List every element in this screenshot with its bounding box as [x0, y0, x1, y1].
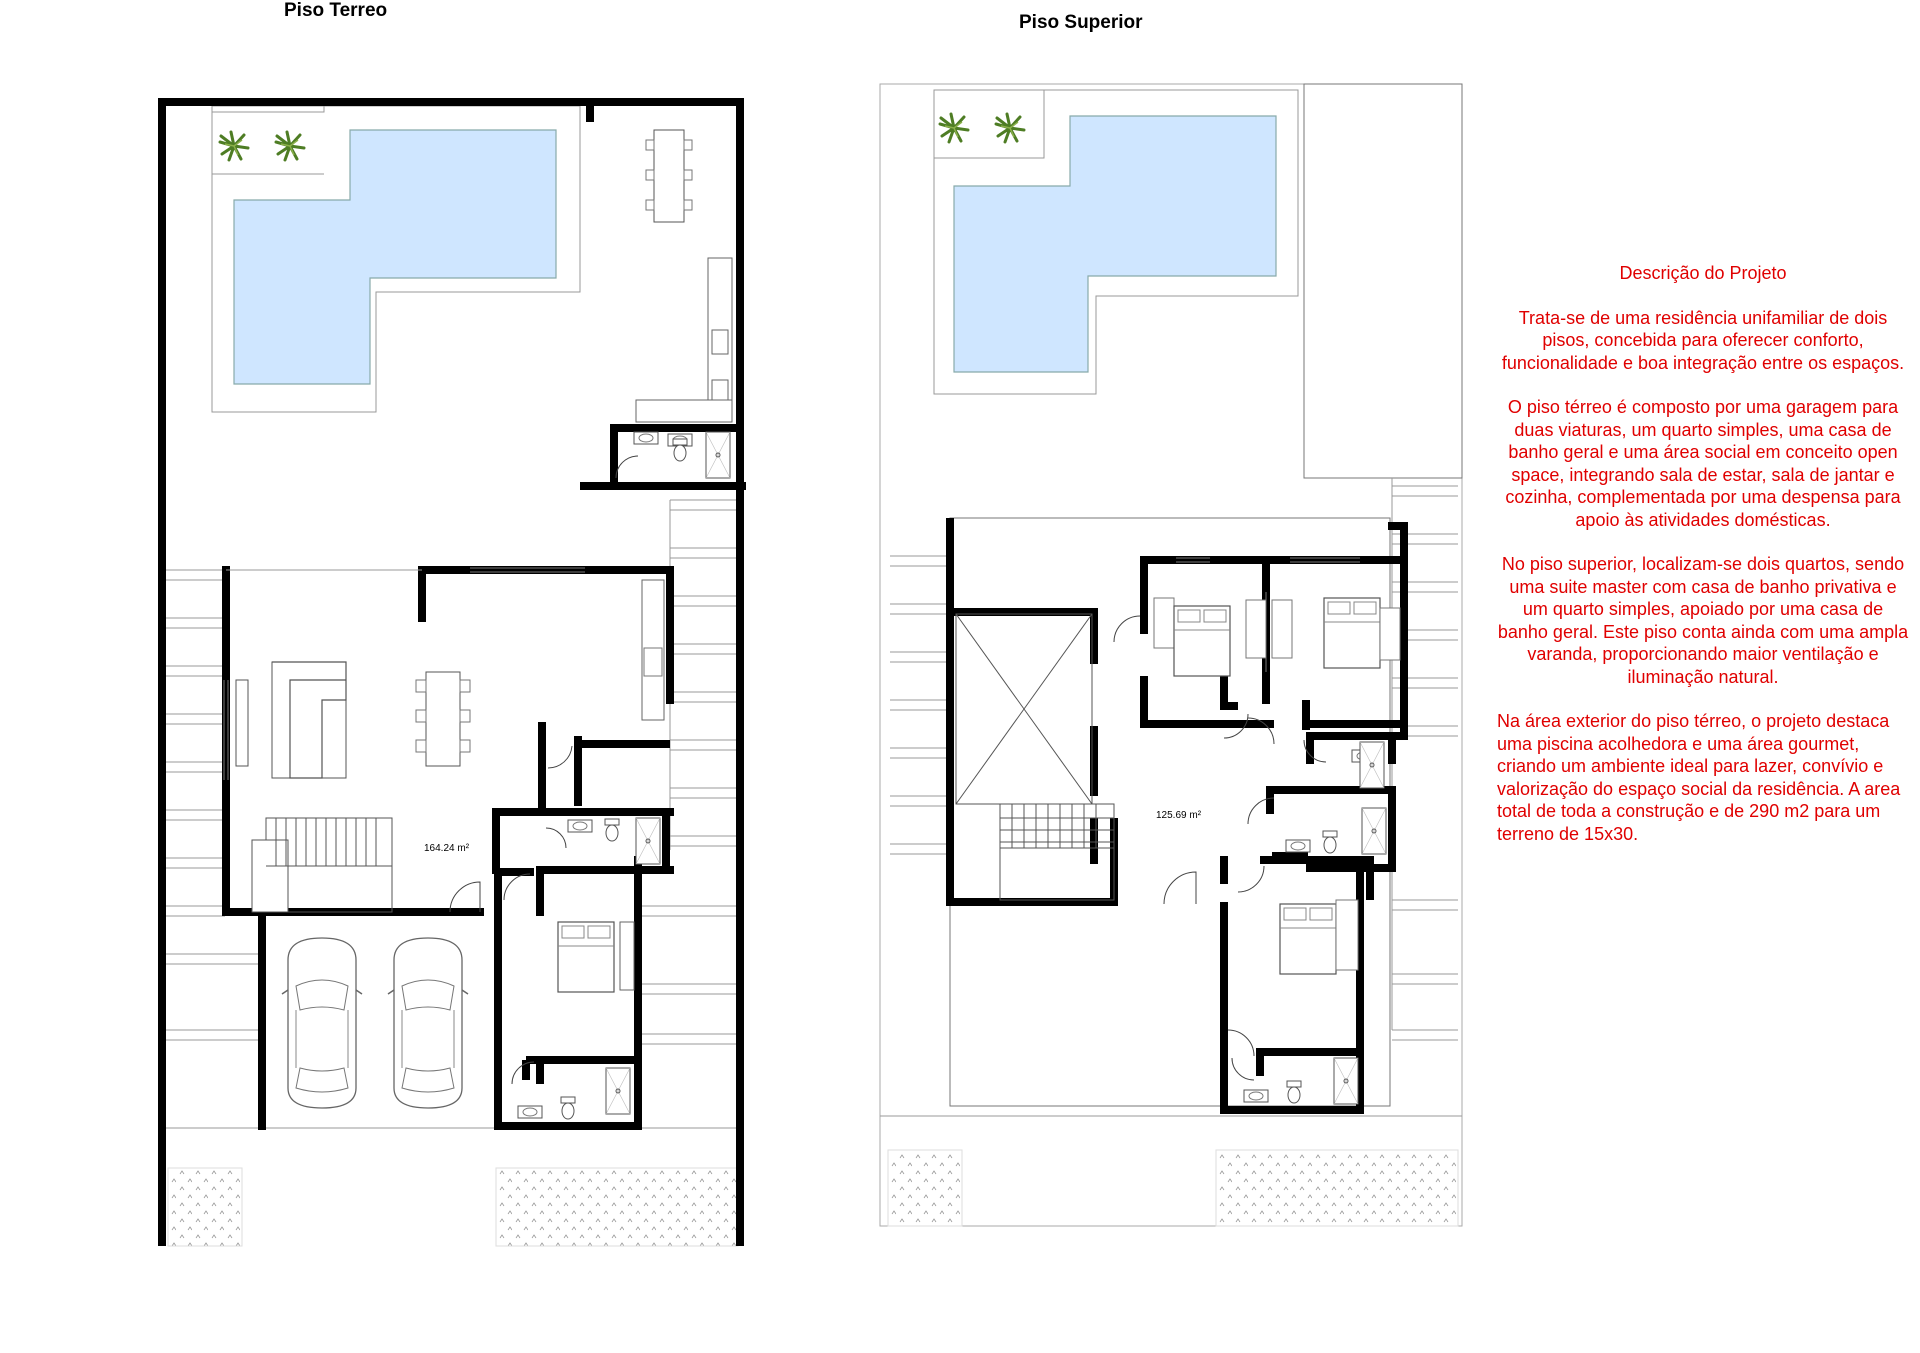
ground-floor-plan: [162, 102, 742, 1246]
gourmet-dining-table: [646, 130, 692, 222]
double-height-void: [956, 614, 1092, 804]
ground-floor-area: 164.24 m²: [424, 843, 470, 854]
upper-floor-area: 125.69 m²: [1156, 810, 1202, 821]
bed-icon: [1324, 598, 1380, 668]
description-paragraph: Na área exterior do piso térreo, o projeto destaca uma piscina acolhedora e uma área gourmet, criando um ambiente ideal para lazer, convívio e valorização do espaço social da residência. A area total de toda a construção e de 290 m2 para um terreno de 15x30.: [1497, 711, 1901, 844]
upper-floor-title: Piso Superior: [1019, 12, 1143, 33]
kitchen-counter: [642, 580, 664, 720]
living-area: [236, 580, 664, 778]
description-heading: Descrição do Projeto: [1619, 263, 1787, 283]
car-icon: [388, 938, 468, 1108]
bed-icon: [1280, 904, 1336, 974]
description-paragraph: O piso térreo é composto por uma garagem para duas viaturas, um quarto simples, uma casa de banho geral e uma área social em conceito open space, integrando sala de estar, sala de jantar e cozinha, complementada por uma despensa para apoio às atividades domésticas.: [1505, 397, 1901, 530]
description-paragraph: Trata-se de uma residência unifamiliar de dois pisos, concebida para oferecer conforto, funcionalidade e boa integração entre os espaços.: [1501, 307, 1905, 373]
description-paragraph: No piso superior, localizam-se dois quartos, sendo uma suite master com casa de banho privativa e um quarto simples, apoiado por uma casa de banho geral. Este piso conta ainda com uma ampla varanda, proporcionando maior ventilação e iluminação natural.: [1497, 554, 1909, 687]
lawn-area: [496, 1168, 738, 1246]
windows: [224, 568, 585, 780]
project-description: [1497, 262, 1909, 867]
stairs-icon: [252, 818, 392, 912]
bed-icon: [1174, 606, 1230, 676]
upper-floor-plan: [880, 84, 1462, 1226]
ground-floor-title: Piso Terreo: [284, 0, 388, 21]
lawn-area: [168, 1168, 242, 1246]
ground-inner-walls: [542, 722, 666, 812]
lawn-area: [1216, 1150, 1458, 1226]
car-icon: [282, 938, 362, 1108]
bed-icon: [558, 922, 614, 992]
side-paving: [880, 478, 1462, 1116]
lawn-area: [888, 1150, 962, 1226]
gourmet-bathroom: [616, 432, 730, 478]
dining-table-icon: [426, 672, 460, 766]
roof-area: [1304, 84, 1462, 478]
gourmet-counter: [636, 258, 732, 422]
